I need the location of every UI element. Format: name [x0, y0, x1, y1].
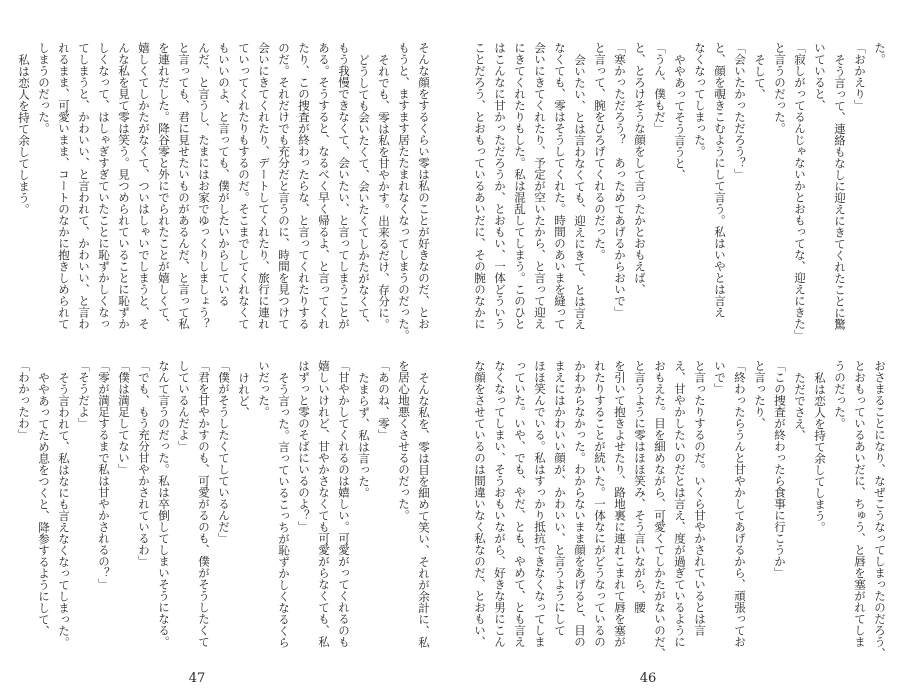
text-column: そう言って、連絡もなしに迎えにきてくれたことに驚: [833, 53, 847, 330]
text-column: 「甘やかしてくれるのは嬉しい。可愛がってくれるのも: [337, 360, 351, 648]
text-column: を連れだした。降谷零と外にでられたことが嬉しくて、: [157, 42, 171, 330]
text-column: 「零が満足するまで私は甘やかされるの？」: [97, 360, 111, 590]
text-column: んな私を見て零は笑う。見つめられていることに恥ずか: [117, 42, 131, 330]
text-column: と言うように零はほほ笑み、そう言いながら、腰: [633, 360, 647, 613]
text-column: ていってくれたりもするのだ。そこまでしてくれなくて: [237, 42, 251, 330]
text-column: と言ったり、: [753, 360, 767, 429]
text-column: な顔をさせているのは間違いなく私なのだ、とおもい、: [473, 360, 487, 648]
text-column: そう言われて、私はなにも言えなくなってしまった。: [57, 371, 71, 648]
text-column: れるまま、可愛いまま、コートのなかに抱きしめられて: [57, 42, 71, 330]
text-column: ただでさえ、: [793, 371, 807, 441]
text-column: それでも、零は私を甘やかす。出来るだけ、存分に。: [377, 53, 391, 330]
text-column: いで」: [713, 360, 727, 395]
text-column: そんな顔をするくらい零は私のことが好きなのだ、とお: [417, 42, 431, 330]
text-column: いていると、: [813, 42, 827, 111]
text-column: 「僕は満足してない」: [117, 360, 131, 475]
text-column: 私は恋人を持て余してしまう。: [17, 53, 31, 215]
text-column: 嬉しいけれど、甘やかさなくても可愛がらなくても、私: [317, 360, 331, 648]
text-column: にきてくれたりもした。私は混乱してしまう。このひと: [513, 42, 527, 330]
text-column: ことだろう、とおもっているあいだに、その腕のなかに: [473, 42, 487, 330]
text-column: と言ったりするのだ。いくら甘やかされているとは言: [693, 360, 707, 636]
text-column: まえにはかわいい顔が、かわいい、と言うようにして: [553, 360, 567, 636]
text-column: 嬉しくてしかたがなくて、ついはしゃいでしまうと、そ: [137, 42, 151, 330]
text-column: 「この捜査が終わったら食事に行こうか」: [773, 360, 787, 579]
text-column: おさまることになり、なぜこうなってしまったのだろう、: [873, 360, 887, 659]
text-column: しまうのだった。: [37, 42, 51, 134]
text-column: うのだった。: [833, 360, 847, 429]
text-column: けれど、: [237, 371, 251, 418]
text-column: もう我慢できなくて、会いたい、と言ってしまうことが: [337, 42, 351, 330]
text-column: 「わかったわ」: [17, 360, 31, 441]
text-column: 会いにきてくれたり、予定が空いたから、と言って迎え: [533, 42, 547, 330]
text-column: もうと、ますます居たたまれなくなってしまうのだった。: [397, 42, 411, 341]
page-46-top-tier: [470, 42, 890, 347]
text-column: 「寒かっただろう？ あっためてあげるからおいで」: [613, 42, 627, 318]
text-column: なんて言うのだった。私は卒倒してしまいそうになる。: [157, 360, 171, 648]
text-column: ややあってそう言うと、: [673, 53, 687, 180]
text-column: もいいのよ、と言っても、僕がしたいからしている: [217, 42, 231, 307]
page-46-bottom-tier: [470, 360, 890, 665]
text-column: を引いて抱きよせたり、路地裏に連れこまれて唇を塞が: [613, 360, 627, 648]
text-column: たり、この捜査が終わったらな、と言ってくれたりする: [297, 42, 311, 330]
text-column: 会いたい、とは言わなくても、迎えにきて、とは言え: [573, 53, 587, 330]
text-column: おもえた。目を細めながら、可愛くてしかたがないのだ、: [653, 360, 667, 659]
text-column: 「うん、僕もだ」: [653, 42, 667, 134]
text-column: はずっと零のそばにいるのよ？」: [297, 360, 311, 533]
text-column: た。: [873, 42, 887, 65]
text-column: なくなってしまい、そうおもいながら、好きな男にこん: [493, 360, 507, 648]
text-column: と言っても、君に見せたいものがあるんだ、と言って私: [177, 42, 191, 330]
text-column: 「会いたかっただろう？」: [733, 42, 747, 180]
text-column: え、甘やかしたいのだとは言え、度が過ぎているように: [673, 360, 687, 648]
text-column: 「でも、もう充分甘やかされているわ」: [137, 360, 151, 567]
text-column: とおもっているあいだに、ちゅう、と唇を塞がれてしま: [853, 360, 867, 648]
page-number: 46: [639, 671, 657, 686]
page-47-top-tier: [14, 42, 434, 347]
text-column: かわからなかった。わからないまま顔をあげると、目の: [573, 360, 587, 648]
text-column: を居心地悪くさせるのだった。: [397, 360, 411, 521]
text-column: ある。そうすると、なるべく早く帰るよ、と言ってくれ: [317, 42, 331, 330]
text-column: と言うのだった。: [773, 42, 787, 134]
text-column: たまらず、私は言った。: [357, 371, 371, 498]
text-column: そう言った。言っているこっちが恥ずかしくなるくら: [277, 371, 291, 648]
text-column: 「終わったらうんと甘やかしてあげるから、頑張ってお: [733, 360, 747, 648]
page-46: [450, 0, 900, 692]
text-column: いだった。: [257, 360, 271, 418]
page-number: 47: [188, 671, 206, 686]
text-column: なくても、零はそうしてくれた。時間のあいまを縫って: [553, 42, 567, 330]
text-column: 「寂しがってるんじゃないかとおもってな、迎えにきた」: [793, 42, 807, 341]
text-column: っていた。いや、でも、やだ、とも、やめて、とも言え: [513, 360, 527, 648]
text-column: ほほ笑んでいる。私はすっかり抵抗できなくなってしま: [533, 360, 547, 648]
text-column: ややあってため息をつくと、降参するようにして、: [37, 371, 51, 636]
page-47-bottom-tier: [14, 360, 434, 665]
text-column: と、とろけそうな顔をして言ったかとおもえば、: [633, 42, 647, 295]
text-column: 会いにきてくれたり、デートしてくれたり、旅行に連れ: [257, 42, 271, 330]
text-column: 「そうだよ」: [77, 360, 91, 429]
text-column: はこんなに甘かっただろうか、とおもい、一体どういう: [493, 42, 507, 330]
text-column: 「僕がそうしたくてしているんだ」: [217, 360, 231, 544]
text-column: と、顔を覗きこむようにして言う。私はいやとは言え: [713, 42, 727, 318]
text-column: 「君を甘やかすのも、可愛がるのも、僕がそうしたくて: [197, 360, 211, 648]
text-column: んだ、と言うし、たまにはお家でゆっくりしましょう？: [197, 42, 211, 330]
text-column: そして、: [753, 53, 767, 100]
text-column: 私は恋人を持て余してしまう。: [813, 371, 827, 533]
text-column: 「おかえり」: [853, 42, 867, 111]
text-column: そんな私を、零は目を細めて笑い、それが余計に、私: [417, 371, 431, 648]
text-column: どうしても会いたくて、会いたくてしかたがなくて、: [357, 53, 371, 330]
text-column: 「あのね、零」: [377, 360, 391, 441]
text-column: のだ。それだけでも充分だと言うのに、時間を見つけて: [277, 42, 291, 330]
text-column: しているんだよ」: [177, 360, 191, 452]
text-column: てしまうと、かわいい、と言われて、かわいい、と言わ: [77, 42, 91, 330]
text-column: なくなってしまった。: [693, 42, 707, 157]
text-column: しくなって、はしゃぎすぎていたことに恥ずかしくなっ: [97, 42, 111, 330]
text-column: と言って、腕をひろげてくれるのだった。: [593, 42, 607, 261]
text-column: れたりすることが続いた。一体なにがどうなっているの: [593, 360, 607, 648]
